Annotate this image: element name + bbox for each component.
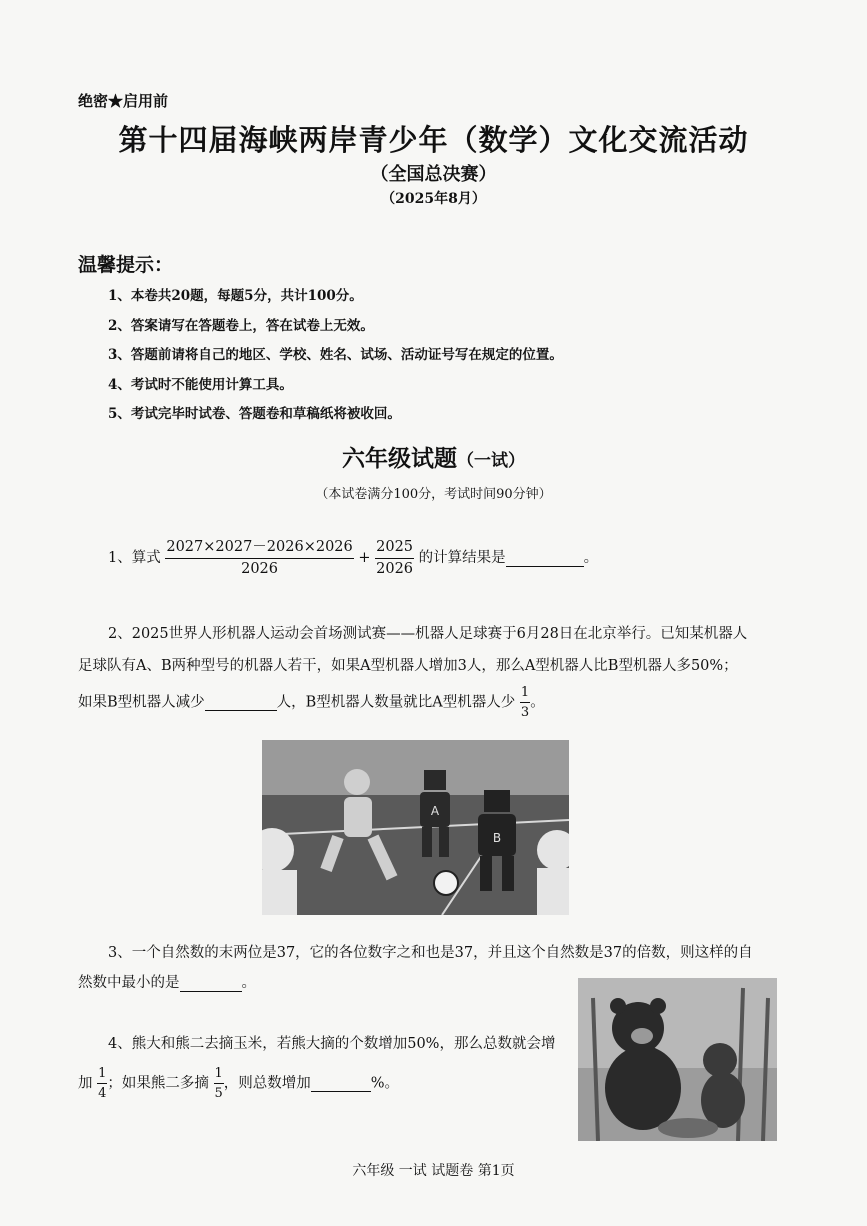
q1-frac1-numerator: 2027×2027－2026×2026 <box>165 540 353 559</box>
robot-soccer-image <box>262 740 569 915</box>
tip-item: 5、考试完毕时试卷、答题卷和草稿纸将被收回。 <box>108 406 401 422</box>
section-title-main: 六年级试题 <box>342 445 457 472</box>
q2-line-2: 足球队有A、B两种型号的机器人若干，如果A型机器人增加3人，那么A型机器人比B型机器人多50%； <box>78 658 738 674</box>
q2-frac-denominator: 3 <box>520 705 530 720</box>
confidential-label: 绝密★启用前 <box>78 92 169 110</box>
q1-answer-blank <box>506 551 584 567</box>
soccer-ball <box>434 871 458 895</box>
q4-answer-blank <box>311 1077 371 1093</box>
q4-line-2 <box>78 1067 399 1100</box>
section-title-suffix: （一试） <box>457 451 525 471</box>
q1-fraction-2 <box>375 540 414 576</box>
q3-end: 。 <box>241 975 256 991</box>
q4-fraction-2 <box>214 1067 224 1100</box>
basket <box>658 1118 718 1138</box>
q2-answer-blank <box>205 696 277 712</box>
q4-frac2-denominator: 5 <box>214 1086 223 1101</box>
q1-frac2-denominator: 2026 <box>376 560 414 577</box>
q3-line-1: 3、一个自然数的末两位是37，它的各位数字之和也是37，并且这个自然数是37的倍数，则这样的自 <box>108 945 753 961</box>
q4-line2-a: 加 <box>78 1075 93 1092</box>
q3-line-2 <box>78 976 256 992</box>
robot-soccer-illustration <box>262 740 569 915</box>
q1-plus: + <box>358 550 371 566</box>
page-footer: 六年级 一试 试题卷 第1页 <box>352 1163 515 1179</box>
q4-frac2-numerator: 1 <box>214 1067 224 1084</box>
q1-suffix: 的计算结果是 <box>418 550 506 566</box>
q2-fraction <box>520 686 530 719</box>
q4-end: %。 <box>370 1075 400 1092</box>
q4-frac1-numerator: 1 <box>97 1067 107 1084</box>
tips-list <box>108 282 563 430</box>
tip-item: 4、考试时不能使用计算工具。 <box>108 376 293 393</box>
q2-line3-a: 如果B型机器人减少 <box>78 694 205 711</box>
q3-answer-blank <box>180 976 242 992</box>
tip-item: 3、答题前请将自己的地区、学校、姓名、试场、活动证号写在规定的位置。 <box>108 347 563 363</box>
section-title <box>0 440 867 473</box>
q4-line2-b: ；如果熊二多摘 <box>107 1075 209 1092</box>
q2-line-3 <box>78 686 545 719</box>
robot-b-label: B <box>492 831 502 845</box>
q1-end: 。 <box>583 550 599 566</box>
sky <box>262 740 569 800</box>
robot-a-label: A <box>430 804 440 818</box>
tip-item: 1、本卷共20题，每题5分，共计100分。 <box>108 288 363 304</box>
tip-item: 2、答案请写在答题卷上，答在试卷上无效。 <box>108 317 374 334</box>
tips-heading: 温馨提示： <box>78 254 174 276</box>
q4-line2-c: ，则总数增加 <box>223 1075 311 1092</box>
q1-prefix: 1、算式 <box>108 550 161 566</box>
page-subtitle: （全国总决赛） <box>370 164 497 185</box>
bears-corn-illustration <box>578 978 777 1141</box>
page-title: 第十四届海峡两岸青少年（数学）文化交流活动 <box>118 123 749 157</box>
q2-line3-b: 人，B型机器人数量就比A型机器人少 <box>276 694 516 711</box>
q4-frac1-denominator: 4 <box>98 1086 107 1101</box>
bear-big-muzzle <box>631 1028 653 1044</box>
exam-date: （2025年8月） <box>381 191 486 207</box>
q3-line2-a: 然数中最小的是 <box>78 975 180 991</box>
q4-line-1: 4、熊大和熊二去摘玉米，若熊大摘的个数增加50%，那么总数就会增 <box>108 1036 556 1052</box>
q2-end: 。 <box>530 694 545 711</box>
field <box>262 795 569 915</box>
background <box>578 978 777 1068</box>
q2-line-1: 2、2025世界人形机器人运动会首场测试赛——机器人足球赛于6月28日在北京举行。已知某机器人 <box>108 626 748 642</box>
bears-corn-image <box>578 978 777 1141</box>
q4-fraction-1 <box>97 1067 107 1100</box>
section-note: （本试卷满分100分，考试时间90分钟） <box>315 487 552 502</box>
q2-frac-numerator: 1 <box>520 686 530 703</box>
question-1 <box>108 540 598 576</box>
q1-frac1-denominator: 2026 <box>241 560 278 577</box>
q1-frac2-numerator: 2025 <box>375 540 414 559</box>
q1-fraction-1 <box>165 540 353 576</box>
